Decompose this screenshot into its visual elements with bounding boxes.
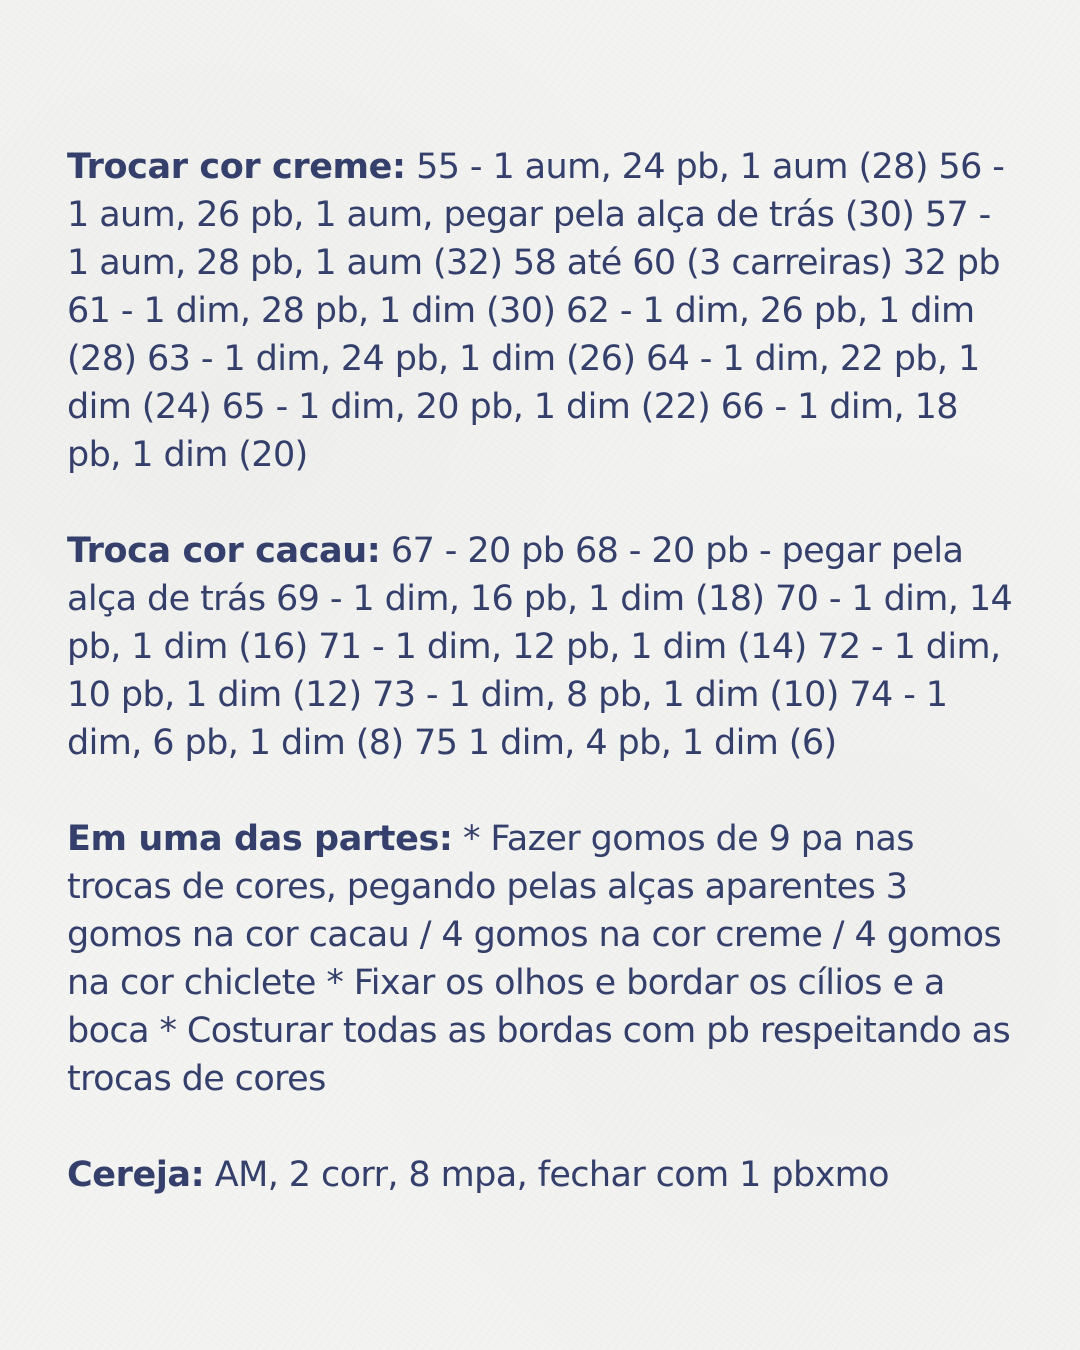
section-body: 55 - 1 aum, 24 pb, 1 aum (28) 56 - 1 aum, 26 pb, 1 aum, pegar pela alça de trás (30) 57 - 1 aum, 28 pb, 1 aum (32) 58 até 60 (3 carreiras) 32 pb 61 - 1 dim, 28 pb, 1 dim (30) 62 - 1 dim, 26 pb, 1 dim (28) 63 - 1 dim, 24 pb, 1 dim (26) 64 - 1 dim, 22 pb, 1 dim (24) 65 - 1 dim, 20 pb, 1 dim (22) 66 - 1 dim, 18 pb, 1 dim (20) [67, 147, 1005, 475]
section-em-uma-das-partes [67, 815, 1017, 1103]
section-label: Troca cor cacau: [67, 531, 381, 571]
section-cereja [67, 1151, 1017, 1199]
section-body: * Fazer gomos de 9 pa nas trocas de cores, pegando pelas alças aparentes 3 gomos na cor cacau / 4 gomos na cor creme / 4 gomos na cor chiclete * Fixar os olhos e bordar os cílios e a boca * Costurar todas as bordas com pb respeitando as trocas de cores [67, 819, 1011, 1099]
section-label: Trocar cor creme: [67, 147, 406, 187]
section-label: Em uma das partes: [67, 819, 453, 859]
section-trocar-cor-creme [67, 143, 1017, 479]
section-body: AM, 2 corr, 8 mpa, fechar com 1 pbxmo [204, 1155, 889, 1195]
section-label: Cereja: [67, 1155, 205, 1195]
section-body: 67 - 20 pb 68 - 20 pb - pegar pela alça de trás 69 - 1 dim, 16 pb, 1 dim (18) 70 - 1 dim, 14 pb, 1 dim (16) 71 - 1 dim, 12 pb, 1 dim (14) 72 - 1 dim, 10 pb, 1 dim (12) 73 - 1 dim, 8 pb, 1 dim (10) 74 - 1 dim, 6 pb, 1 dim (8) 75 1 dim, 4 pb, 1 dim (6) [67, 531, 1013, 763]
recipe-text-block [67, 143, 1017, 1247]
section-troca-cor-cacau [67, 527, 1017, 767]
